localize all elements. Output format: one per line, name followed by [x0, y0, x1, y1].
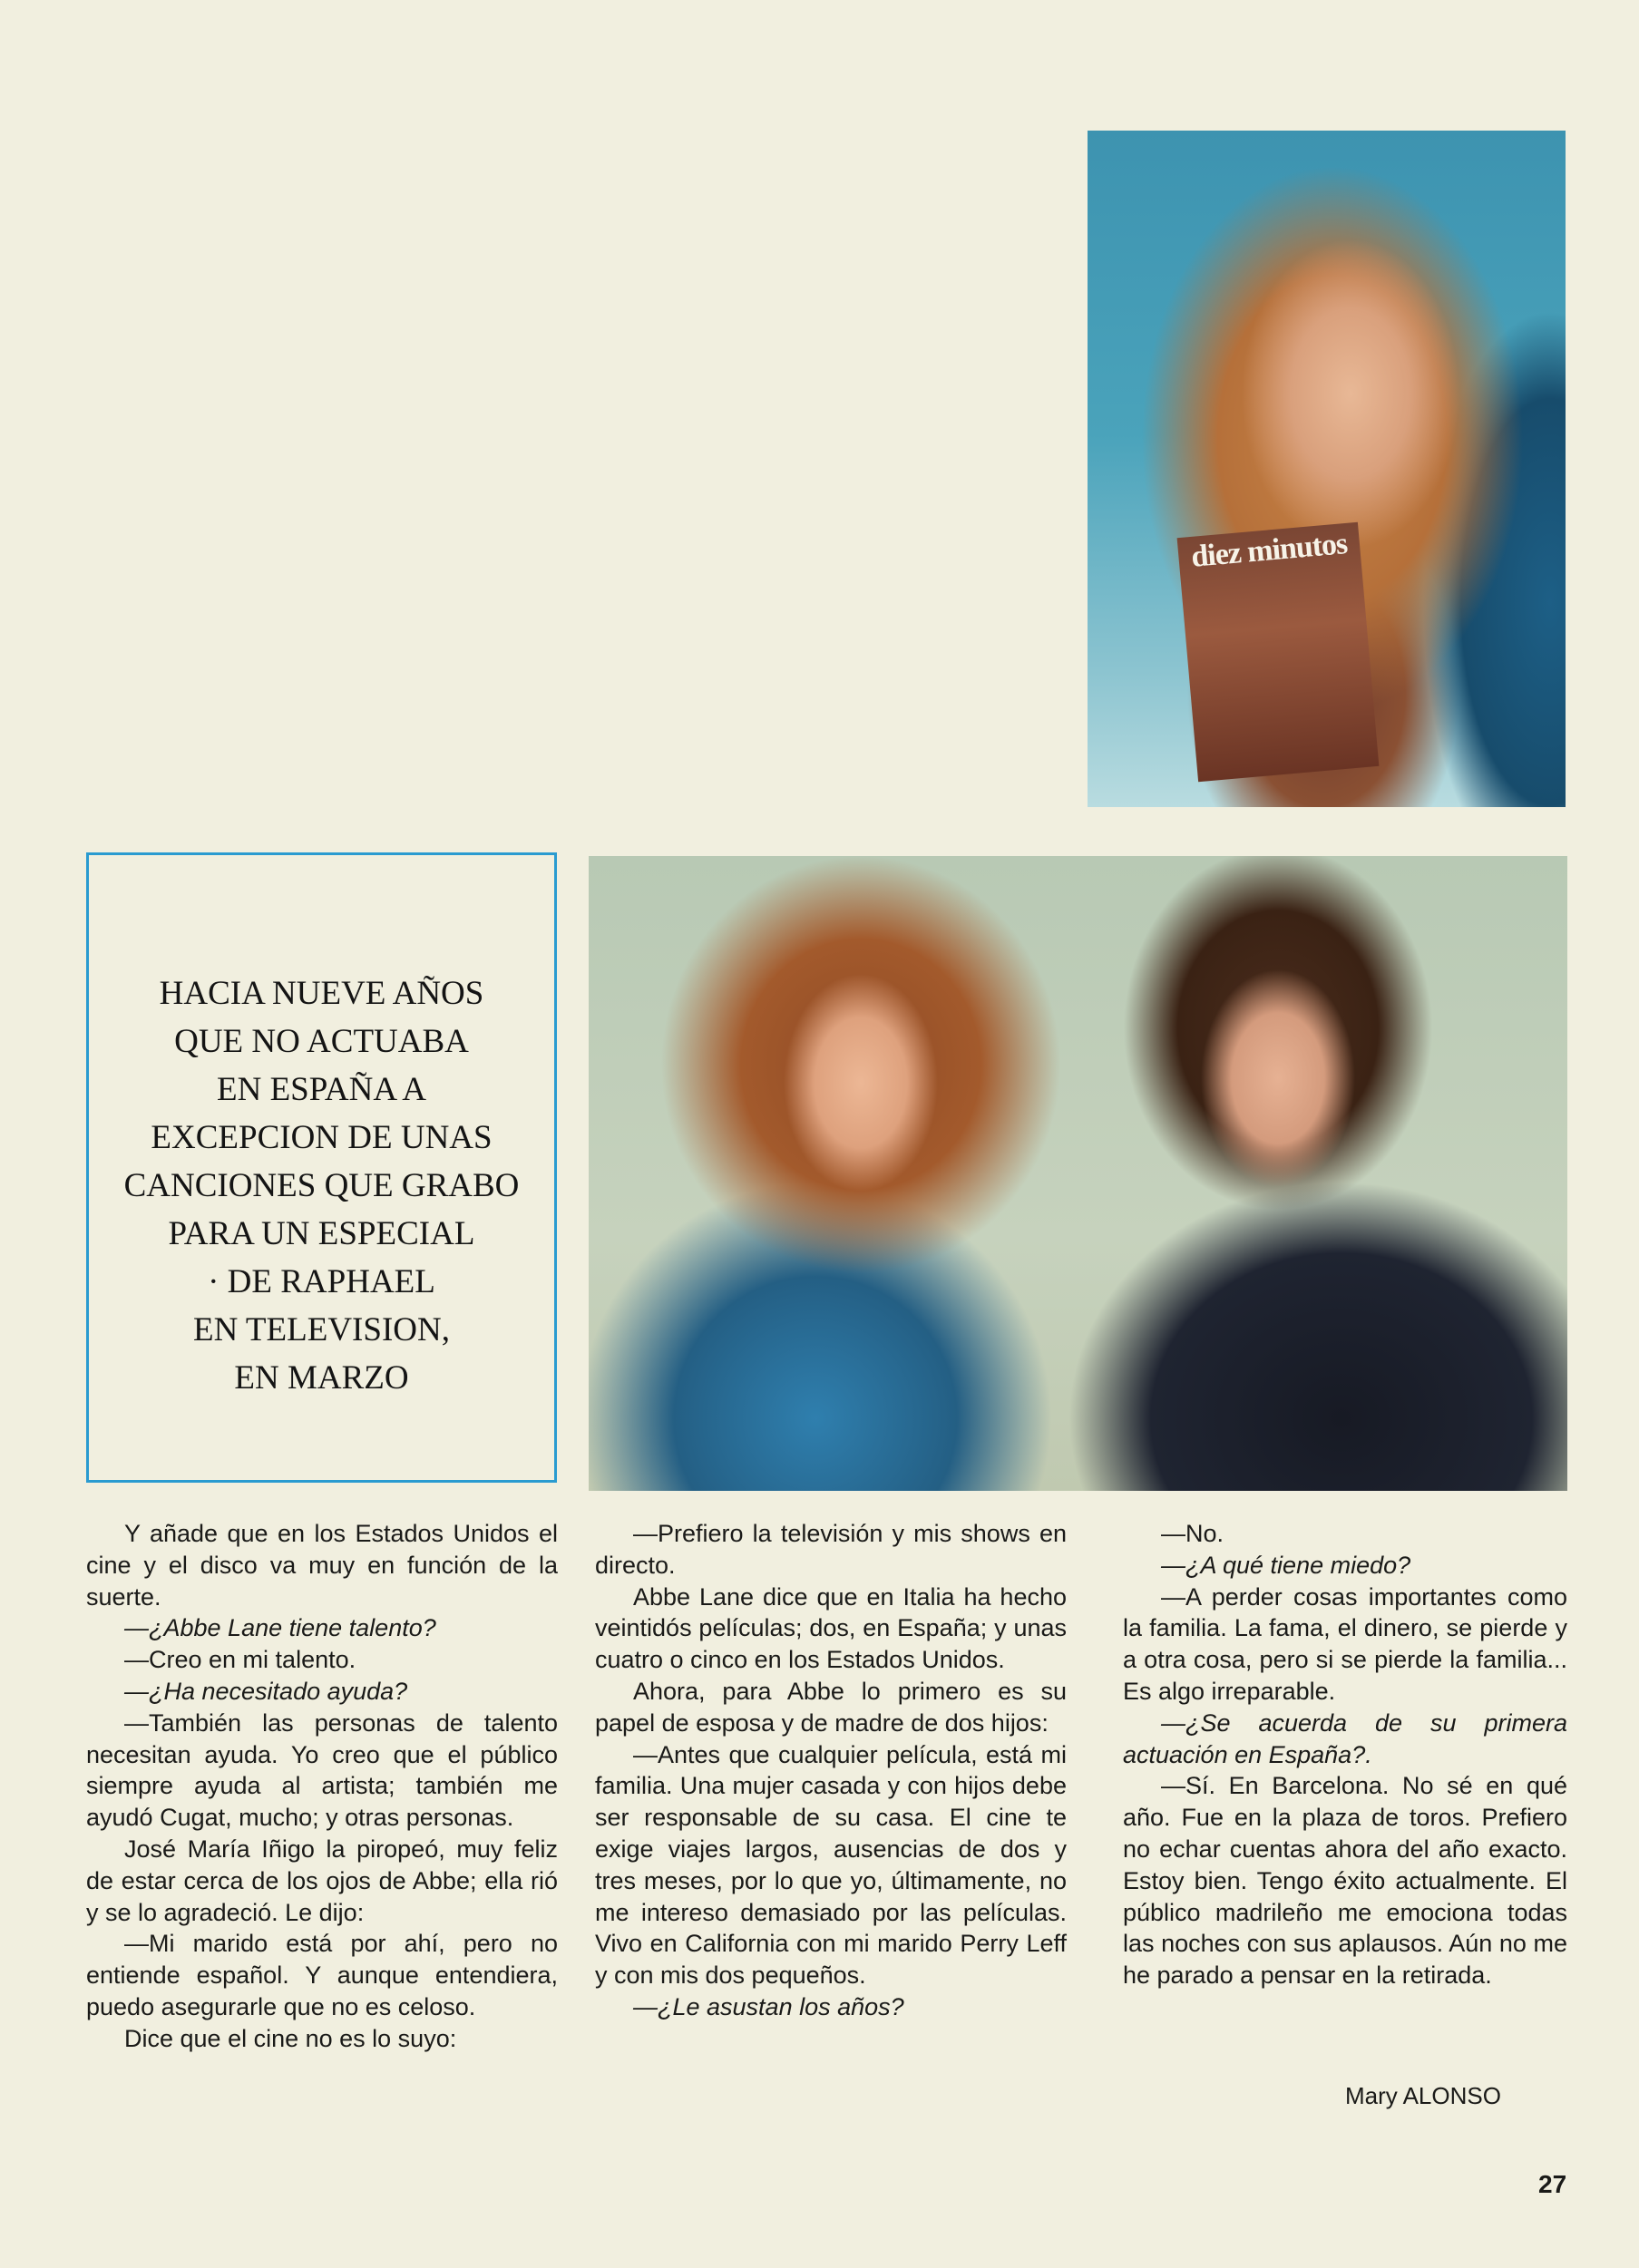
answer: —También las personas de talento necesitan ayuda. Yo creo que el público siempre ayuda al artista; también me ayudó Cugat, mucho; y otras personas. [86, 1708, 558, 1832]
question: —¿Abbe Lane tiene talento? [124, 1614, 436, 1642]
pullquote-line: PARA UN ESPECIAL [168, 1215, 475, 1252]
magazine-cover [1177, 522, 1380, 782]
paragraph: Y añade que en los Estados Unidos el cine y el disco va muy en función de la suerte. [86, 1520, 558, 1611]
page-number: 27 [1538, 2170, 1567, 2198]
magazine-title: diez minutos [1189, 526, 1349, 574]
pullquote-line: EXCEPCION DE UNAS [151, 1119, 493, 1156]
pullquote-line: EN MARZO [234, 1359, 409, 1397]
pullquote-line: · DE RAPHAEL [208, 1263, 435, 1300]
paragraph: Abbe Lane dice que en Italia ha hecho veintidós películas; dos, en España; y unas cuatro o cinco en los Estados Unidos. [595, 1582, 1067, 1674]
answer: —Sí. En Barcelona. No sé en qué año. Fue en la plaza de toros. Prefiero no echar cuentas ahora del año exacto. Estoy bien. Tengo éxito actualmente. El público madrileño me emociona todas las noches con sus aplausos. Aún no me he parado a pensar en la retirada. [1123, 1772, 1567, 1990]
question: —¿A qué tiene miedo? [1161, 1551, 1411, 1579]
pullquote-line: HACIA NUEVE AÑOS [159, 975, 484, 1012]
pullquote-box [86, 852, 557, 1483]
author-byline: Mary ALONSO [1345, 2082, 1501, 2109]
answer: —Creo en mi talento. [124, 1646, 356, 1674]
question: —¿Le asustan los años? [633, 1992, 904, 2020]
answer: —A perder cosas importantes como la familia. La fama, el dinero, se pierde y a otra cosa, pero si se pierde la familia... Es algo irreparable. [1123, 1582, 1567, 1705]
pullquote-line: CANCIONES QUE GRABO [123, 1167, 520, 1204]
photo-woman-with-magazine [1088, 131, 1566, 807]
answer: —No. [1161, 1520, 1224, 1547]
pullquote-line: EN TELEVISION, [193, 1311, 450, 1348]
article-column-1 [86, 1518, 558, 2055]
answer: —Mi marido está por ahí, pero no entiende español. Y aunque entendiera, puedo asegurarle que no es celoso. [86, 1930, 558, 2020]
article-column-2 [595, 1518, 1067, 2023]
answer: —Antes que cualquier película, está mi familia. Una mujer casada y con hijos debe ser responsable de su casa. El cine te exige viajes largos, ausencias de dos y tres meses, por lo que yo, últimamente, no me intereso demasiado por las películas. Vivo en California con mi marido Perry Leff y con mis dos pequeños. [595, 1740, 1067, 1990]
article-column-3 [1123, 1518, 1567, 1991]
question: —¿Se acuerda de su primera actuación en España?. [1123, 1708, 1567, 1768]
answer: —Prefiero la televisión y mis shows en directo. [595, 1520, 1067, 1579]
question: —¿Ha necesitado ayuda? [124, 1677, 408, 1705]
paragraph: Ahora, para Abbe lo primero es su papel de esposa y de madre de dos hijos: [595, 1677, 1067, 1737]
pullquote-line: EN ESPAÑA A [217, 1071, 426, 1108]
photo-abbe-lane-and-raphael [589, 856, 1567, 1491]
paragraph: Dice que el cine no es lo suyo: [124, 2024, 457, 2052]
paragraph: José María Iñigo la piropeó, muy feliz de estar cerca de los ojos de Abbe; ella rió y se lo agradeció. Le dijo: [86, 1835, 558, 1926]
pullquote-text [124, 969, 520, 1402]
pullquote-line: QUE NO ACTUABA [174, 1023, 469, 1060]
